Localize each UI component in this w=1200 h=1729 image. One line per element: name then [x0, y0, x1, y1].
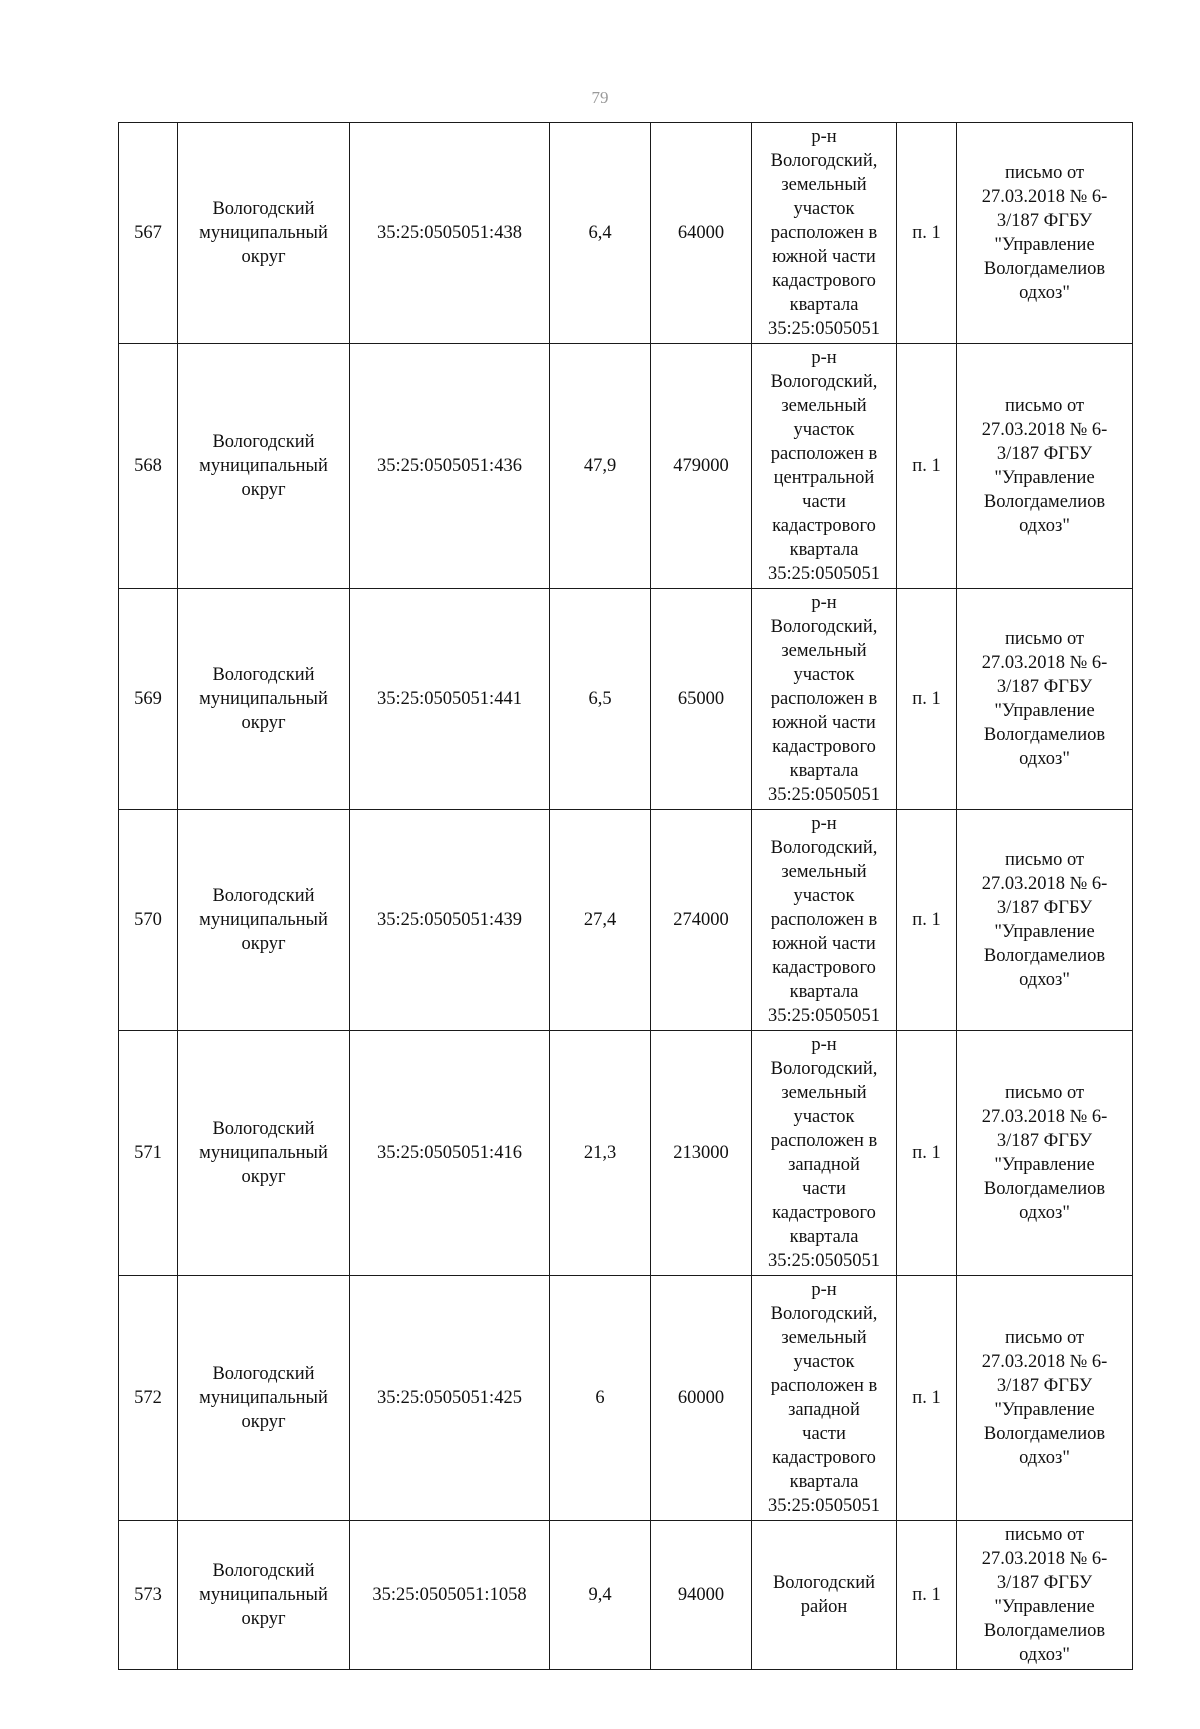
location-cell: р-н Вологодский, земельный участок расположен в южной части кадастрового квартала 35:25:0505051 [752, 589, 897, 810]
cadastral-number-cell: 35:25:0505051:425 [350, 1276, 550, 1521]
district-cell: Вологодский муниципальный округ [178, 589, 350, 810]
clause-cell: п. 1 [897, 589, 957, 810]
value-cell: 479000 [651, 344, 752, 589]
value-cell: 64000 [651, 123, 752, 344]
value-cell: 60000 [651, 1276, 752, 1521]
table-row [119, 810, 1133, 1031]
location-cell: р-н Вологодский, земельный участок расположен в западной части кадастрового квартала 35:25:0505051 [752, 1031, 897, 1276]
area-cell: 6,4 [550, 123, 651, 344]
basis-cell: письмо от 27.03.2018 № 6- 3/187 ФГБУ "Управление Вологдамелиов одхоз" [957, 589, 1133, 810]
clause-cell: п. 1 [897, 810, 957, 1031]
value-cell: 274000 [651, 810, 752, 1031]
basis-cell: письмо от 27.03.2018 № 6- 3/187 ФГБУ "Управление Вологдамелиов одхоз" [957, 1276, 1133, 1521]
location-cell: р-н Вологодский, земельный участок расположен в центральной части кадастрового квартала 35:25:0505051 [752, 344, 897, 589]
row-number: 567 [119, 123, 178, 344]
district-cell: Вологодский муниципальный округ [178, 344, 350, 589]
value-cell: 213000 [651, 1031, 752, 1276]
area-cell: 21,3 [550, 1031, 651, 1276]
cadastral-number-cell: 35:25:0505051:416 [350, 1031, 550, 1276]
basis-cell: письмо от 27.03.2018 № 6- 3/187 ФГБУ "Управление Вологдамелиов одхоз" [957, 344, 1133, 589]
land-plots-table [118, 122, 1133, 1670]
area-cell: 27,4 [550, 810, 651, 1031]
district-cell: Вологодский муниципальный округ [178, 1521, 350, 1670]
table-row [119, 1276, 1133, 1521]
row-number: 572 [119, 1276, 178, 1521]
district-cell: Вологодский муниципальный округ [178, 810, 350, 1031]
cadastral-number-cell: 35:25:0505051:436 [350, 344, 550, 589]
location-cell: р-н Вологодский, земельный участок расположен в южной части кадастрового квартала 35:25:0505051 [752, 123, 897, 344]
row-number: 571 [119, 1031, 178, 1276]
row-number: 573 [119, 1521, 178, 1670]
clause-cell: п. 1 [897, 123, 957, 344]
basis-cell: письмо от 27.03.2018 № 6- 3/187 ФГБУ "Управление Вологдамелиов одхоз" [957, 810, 1133, 1031]
clause-cell: п. 1 [897, 1521, 957, 1670]
district-cell: Вологодский муниципальный округ [178, 1276, 350, 1521]
value-cell: 65000 [651, 589, 752, 810]
row-number: 569 [119, 589, 178, 810]
district-cell: Вологодский муниципальный округ [178, 1031, 350, 1276]
area-cell: 6,5 [550, 589, 651, 810]
cadastral-number-cell: 35:25:0505051:438 [350, 123, 550, 344]
basis-cell: письмо от 27.03.2018 № 6- 3/187 ФГБУ "Управление Вологдамелиов одхоз" [957, 1521, 1133, 1670]
value-cell: 94000 [651, 1521, 752, 1670]
clause-cell: п. 1 [897, 344, 957, 589]
location-cell: р-н Вологодский, земельный участок расположен в южной части кадастрового квартала 35:25:0505051 [752, 810, 897, 1031]
cadastral-number-cell: 35:25:0505051:439 [350, 810, 550, 1031]
area-cell: 9,4 [550, 1521, 651, 1670]
area-cell: 6 [550, 1276, 651, 1521]
location-cell: р-н Вологодский, земельный участок расположен в западной части кадастрового квартала 35:25:0505051 [752, 1276, 897, 1521]
page-number: 79 [591, 88, 609, 107]
location-cell: Вологодский район [752, 1521, 897, 1670]
table-row [119, 589, 1133, 810]
row-number: 570 [119, 810, 178, 1031]
table-row [119, 1521, 1133, 1670]
area-cell: 47,9 [550, 344, 651, 589]
cadastral-number-cell: 35:25:0505051:1058 [350, 1521, 550, 1670]
clause-cell: п. 1 [897, 1031, 957, 1276]
table-row [119, 344, 1133, 589]
district-cell: Вологодский муниципальный округ [178, 123, 350, 344]
table-row [119, 123, 1133, 344]
row-number: 568 [119, 344, 178, 589]
clause-cell: п. 1 [897, 1276, 957, 1521]
table-row [119, 1031, 1133, 1276]
basis-cell: письмо от 27.03.2018 № 6- 3/187 ФГБУ "Управление Вологдамелиов одхоз" [957, 1031, 1133, 1276]
cadastral-number-cell: 35:25:0505051:441 [350, 589, 550, 810]
basis-cell: письмо от 27.03.2018 № 6- 3/187 ФГБУ "Управление Вологдамелиов одхоз" [957, 123, 1133, 344]
